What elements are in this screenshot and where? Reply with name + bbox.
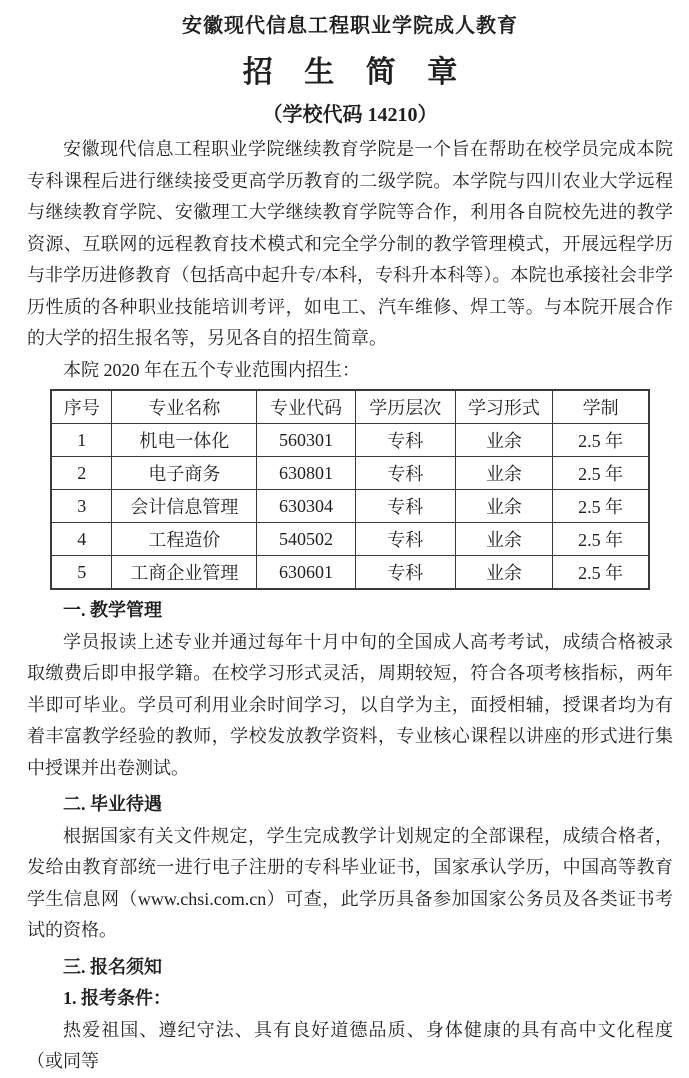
cell-code: 630304 <box>257 490 356 523</box>
cell-form: 业余 <box>455 457 552 490</box>
cell-name: 工商企业管理 <box>112 556 257 590</box>
table-row <box>51 490 649 523</box>
cell-length: 2.5 年 <box>553 490 649 523</box>
cell-name: 电子商务 <box>112 457 257 490</box>
cell-name: 机电一体化 <box>112 424 257 457</box>
section-paragraph-teaching: 学员报读上述专业并通过每年十月中旬的全国成人高考考试，成绩合格被录取缴费后即申报学籍。在校学习形式灵活，周期较短，符合各项考核指标，两年半即可毕业。学员可利用业余时间学习，以自学为主，面授相辅，授课者均为有着丰富教学经验的教师，学校发放教学资料，专业核心课程以讲座的形式进行集中授课并出卷测试。 <box>27 631 673 778</box>
section-paragraph-graduation: 根据国家有关文件规定，学生完成教学计划规定的全部课程，成绩合格者，发给由教育部统一进行电子注册的专科毕业证书，国家承认学历，中国高等教育学生信息网（www.chsi.com.cn）可查，此学历具备参加国家公务员及各类证书考试的资格。 <box>27 825 673 940</box>
cell-name: 会计信息管理 <box>112 490 257 523</box>
cell-index: 1 <box>51 424 112 457</box>
table-row <box>51 457 649 490</box>
section-paragraph-registration: 热爱祖国、遵纪守法、具有良好道德品质、身体健康的具有高中文化程度（或同等 <box>27 1019 673 1071</box>
cell-level: 专科 <box>355 523 455 556</box>
cell-form: 业余 <box>455 523 552 556</box>
cell-length: 2.5 年 <box>553 556 649 590</box>
cell-level: 专科 <box>355 424 455 457</box>
cell-form: 业余 <box>455 490 552 523</box>
header-cell-form: 学习形式 <box>455 390 552 424</box>
header-cell-level: 学历层次 <box>355 390 455 424</box>
intro-paragraph: 安徽现代信息工程职业学院继续教育学院是一个旨在帮助在校学员完成本院专科课程后进行继续接受更高学历教育的二级学院。本学院与四川农业大学远程与继续教育学院、安徽理工大学继续教育学院等合作，利用各自院校先进的教学资源、互联网的远程教育技术模式和完全学分制的教学管理模式，开展远程学历与非学历进修教育（包括高中起升专/本科，专科升本科等）。本院也承接社会非学历性质的各种职业技能培训考评，如电工、汽车维修、焊工等。与本院开展合作的大学的招生报名等，另见各自的招生简章。 <box>27 139 673 348</box>
table-header-row <box>51 390 649 424</box>
cell-code: 540502 <box>257 523 356 556</box>
cell-code: 560301 <box>257 424 356 457</box>
org-title: 安徽现代信息工程职业学院成人教育 <box>182 15 518 37</box>
section-heading-registration: 三. 报名须知 <box>63 956 162 977</box>
cell-code: 630801 <box>257 457 356 490</box>
cell-index: 3 <box>51 490 112 523</box>
school-code: （学校代码 14210） <box>262 104 438 126</box>
header-cell-code: 专业代码 <box>257 390 356 424</box>
cell-form: 业余 <box>455 424 552 457</box>
header-cell-name: 专业名称 <box>112 390 257 424</box>
cell-form: 业余 <box>455 556 552 590</box>
table-lead-in: 本院 2020 年在五个专业范围内招生： <box>63 359 360 380</box>
cell-level: 专科 <box>355 490 455 523</box>
cell-length: 2.5 年 <box>553 424 649 457</box>
header-cell-length: 学制 <box>553 390 649 424</box>
cell-code: 630601 <box>257 556 356 590</box>
sub-heading-requirements: 1. 报考条件： <box>63 988 171 1008</box>
header-cell-index: 序号 <box>51 390 112 424</box>
cell-index: 5 <box>51 556 112 590</box>
cell-index: 2 <box>51 457 112 490</box>
table-row <box>51 523 649 556</box>
cell-length: 2.5 年 <box>553 523 649 556</box>
table-row <box>51 424 649 457</box>
cell-index: 4 <box>51 523 112 556</box>
cell-level: 专科 <box>355 556 455 590</box>
section-heading-graduation: 二. 毕业待遇 <box>63 794 162 814</box>
section-heading-teaching: 一. 教学管理 <box>63 600 162 620</box>
cell-name: 工程造价 <box>112 523 257 556</box>
majors-table <box>50 389 650 590</box>
table-row <box>51 556 649 590</box>
cell-level: 专科 <box>355 457 455 490</box>
cell-length: 2.5 年 <box>553 457 649 490</box>
main-title: 招 生 简 章 <box>242 56 470 89</box>
